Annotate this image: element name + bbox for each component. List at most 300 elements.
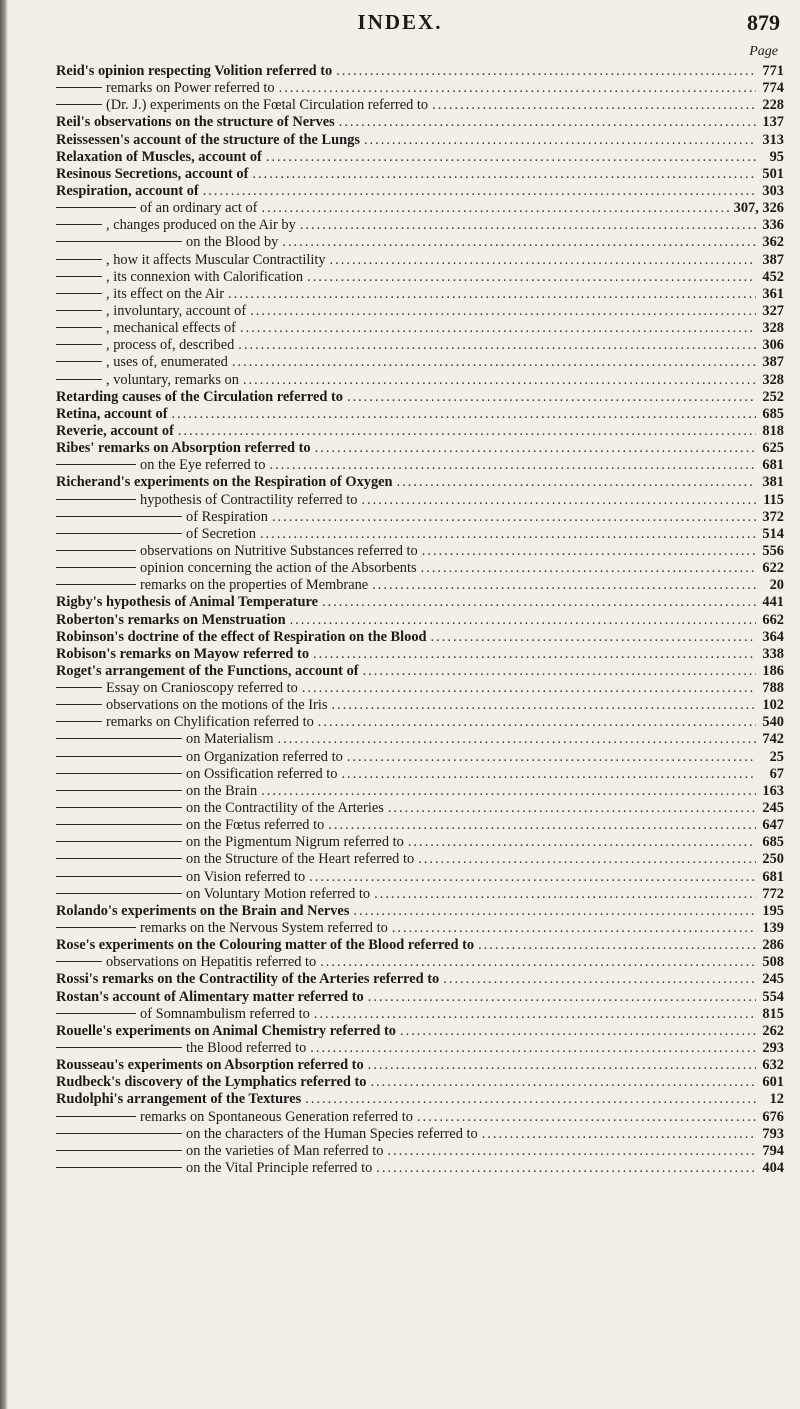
ditto-dash — [56, 1116, 136, 1117]
index-entry — [56, 834, 784, 851]
dot-leader — [309, 869, 756, 886]
ditto-dash — [56, 327, 102, 328]
entry-page-number: 262 — [762, 1022, 784, 1039]
index-entry — [56, 971, 784, 988]
dot-leader — [328, 817, 756, 834]
dot-leader — [370, 1074, 756, 1091]
entry-page-number: 303 — [762, 182, 784, 199]
index-entries — [56, 63, 784, 1177]
entry-page-number: 501 — [762, 165, 784, 182]
entry-page-number: 306 — [762, 337, 784, 354]
entry-page-number: 793 — [762, 1125, 784, 1142]
dot-leader — [315, 440, 756, 457]
entry-page-number: 250 — [762, 851, 784, 868]
dot-leader — [388, 800, 756, 817]
dot-leader — [278, 731, 756, 748]
dot-leader — [203, 183, 756, 200]
dot-leader — [261, 783, 756, 800]
dot-leader — [282, 234, 756, 251]
entry-page-number: 67 — [769, 765, 784, 782]
entry-page-number: 245 — [762, 971, 784, 988]
entry-page-number: 772 — [762, 885, 784, 902]
ditto-dash — [56, 1013, 136, 1014]
entry-text: on Voluntary Motion referred to — [186, 885, 371, 902]
entry-text: , mechanical effects of — [106, 320, 236, 337]
entry-text: on Ossification referred to — [186, 765, 338, 782]
entry-text: on the Pigmentum Nigrum referred to — [186, 834, 404, 851]
entry-text: Rouelle's experiments on Animal Chemistry referred to — [56, 1022, 396, 1039]
ditto-dash — [56, 687, 102, 688]
entry-page-number: 12 — [769, 1091, 784, 1108]
index-entry — [56, 1160, 784, 1177]
entry-text: Retarding causes of the Circulation referred to — [56, 388, 343, 405]
entry-page-number: 540 — [762, 714, 784, 731]
index-entry — [56, 114, 784, 131]
page-column-label: Page — [749, 44, 778, 59]
entry-text: , involuntary, account of — [106, 302, 247, 319]
index-entry — [56, 149, 784, 166]
index-entry — [56, 1091, 784, 1108]
ditto-dash — [56, 87, 102, 88]
entry-text: on the Brain — [186, 782, 258, 799]
dot-leader — [432, 97, 756, 114]
entry-text: Roget's arrangement of the Functions, account of — [56, 662, 359, 679]
entry-text: Essay on Cranioscopy referred to — [106, 680, 298, 697]
entry-text: Reid's opinion respecting Volition referred to — [56, 63, 333, 79]
dot-leader — [252, 166, 756, 183]
dot-leader — [347, 749, 756, 766]
entry-text: Retina, account of — [56, 405, 168, 422]
dot-leader — [364, 132, 756, 149]
ditto-dash — [56, 464, 136, 465]
ditto-dash — [56, 704, 102, 705]
entry-text: , how it affects Muscular Contractility — [106, 251, 326, 268]
dot-leader — [313, 646, 756, 663]
entry-page-number: 25 — [769, 748, 784, 765]
entry-page-number: 364 — [762, 628, 784, 645]
index-entry — [56, 337, 784, 354]
ditto-dash — [56, 207, 136, 208]
index-entry — [56, 800, 784, 817]
index-entry — [56, 766, 784, 783]
entry-page-number: 336 — [762, 217, 784, 234]
entry-text: , uses of, enumerated — [106, 354, 228, 371]
entry-text: Rigby's hypothesis of Animal Temperature — [56, 594, 318, 611]
dot-leader — [368, 1057, 756, 1074]
dot-leader — [320, 954, 756, 971]
entry-page-number: 328 — [762, 320, 784, 337]
entry-text: remarks on the properties of Membrane — [140, 577, 369, 594]
entry-page-number: 771 — [762, 63, 784, 79]
entry-page-number: 228 — [762, 97, 784, 114]
dot-leader — [431, 629, 756, 646]
ditto-dash — [56, 1150, 182, 1151]
index-entry — [56, 1023, 784, 1040]
index-entry — [56, 286, 784, 303]
entry-page-number: 387 — [762, 251, 784, 268]
entry-page-number: 137 — [762, 114, 784, 131]
entry-text: on the Eye referred to — [140, 457, 266, 474]
page-number: 879 — [747, 10, 780, 35]
entry-text: , changes produced on the Air by — [106, 217, 296, 234]
index-entry — [56, 629, 784, 646]
ditto-dash — [56, 773, 182, 774]
index-entry — [56, 80, 784, 97]
entry-text: on Organization referred to — [186, 748, 343, 765]
index-entry — [56, 440, 784, 457]
entry-page-number: 681 — [762, 868, 784, 885]
entry-page-number: 625 — [762, 440, 784, 457]
dot-leader — [353, 903, 756, 920]
dot-leader — [330, 252, 756, 269]
dot-leader — [314, 1006, 756, 1023]
running-title: INDEX. — [357, 10, 443, 34]
entry-page-number: 452 — [762, 268, 784, 285]
dot-leader — [482, 1126, 756, 1143]
entry-text: Robison's remarks on Mayow referred to — [56, 645, 310, 662]
dot-leader — [269, 457, 756, 474]
entry-text: Rousseau's experiments on Absorption referred to — [56, 1057, 364, 1074]
entry-text: on the Contractility of the Arteries — [186, 800, 384, 817]
index-entry — [56, 354, 784, 371]
entry-page-number: 788 — [762, 680, 784, 697]
index-entry — [56, 749, 784, 766]
ditto-dash — [56, 1133, 182, 1134]
ditto-dash — [56, 259, 102, 260]
index-entry — [56, 783, 784, 800]
index-entry — [56, 817, 784, 834]
index-entry — [56, 920, 784, 937]
entry-text: observations on the motions of the Iris — [106, 697, 328, 714]
entry-page-number: 362 — [762, 234, 784, 251]
entry-page-number: 508 — [762, 954, 784, 971]
entry-page-number: 286 — [762, 937, 784, 954]
entry-text: remarks on Spontaneous Generation referred to — [140, 1108, 413, 1125]
entry-text: Rostan's account of Alimentary matter referred to — [56, 988, 364, 1005]
dot-leader — [300, 217, 756, 234]
entry-text: remarks on the Nervous System referred to — [140, 920, 388, 937]
entry-page-number: 514 — [762, 525, 784, 542]
index-entry — [56, 663, 784, 680]
ditto-dash — [56, 499, 136, 500]
entry-page-number: 815 — [762, 1005, 784, 1022]
dot-leader — [232, 354, 756, 371]
index-entry — [56, 234, 784, 251]
index-entry — [56, 594, 784, 611]
entry-text: Rose's experiments on the Colouring matter of the Blood referred to — [56, 937, 475, 954]
entry-page-number: 195 — [762, 902, 784, 919]
ditto-dash — [56, 841, 182, 842]
entry-text: , process of, described — [106, 337, 235, 354]
ditto-dash — [56, 344, 102, 345]
dot-leader — [310, 1040, 756, 1057]
ditto-dash — [56, 738, 182, 739]
entry-text: observations on Nutritive Substances referred to — [140, 542, 418, 559]
index-entry — [56, 166, 784, 183]
entry-text: Reverie, account of — [56, 422, 174, 439]
entry-page-number: 102 — [762, 697, 784, 714]
dot-leader — [178, 423, 756, 440]
ditto-dash — [56, 241, 182, 242]
ditto-dash — [56, 721, 102, 722]
dot-leader — [307, 269, 756, 286]
entry-page-number: 742 — [762, 731, 784, 748]
entry-page-number: 685 — [762, 834, 784, 851]
dot-leader — [238, 337, 756, 354]
entry-page-number: 676 — [762, 1108, 784, 1125]
ditto-dash — [56, 379, 102, 380]
dot-leader — [322, 594, 756, 611]
page-binding-edge — [0, 0, 8, 1409]
entry-text: opinion concerning the action of the Absorbents — [140, 560, 417, 577]
entry-page-number: 186 — [762, 662, 784, 679]
entry-page-number: 681 — [762, 457, 784, 474]
entry-page-number: 313 — [762, 131, 784, 148]
ditto-dash — [56, 1047, 182, 1048]
dot-leader — [363, 663, 756, 680]
entry-text: on Vision referred to — [186, 868, 306, 885]
entry-text: on the characters of the Human Species referred to — [186, 1125, 478, 1142]
dot-leader — [368, 989, 756, 1006]
index-entry — [56, 989, 784, 1006]
entry-page-number: 245 — [762, 800, 784, 817]
ditto-dash — [56, 790, 182, 791]
entry-page-number: 685 — [762, 405, 784, 422]
ditto-dash — [56, 567, 136, 568]
index-entry — [56, 63, 784, 80]
index-entry — [56, 560, 784, 577]
entry-text: (Dr. J.) experiments on the Fœtal Circulation referred to — [106, 97, 429, 114]
entry-page-number: 361 — [762, 285, 784, 302]
dot-leader — [290, 612, 756, 629]
dot-leader — [336, 63, 756, 80]
ditto-dash — [56, 550, 136, 551]
dot-leader — [392, 920, 756, 937]
ditto-dash — [56, 533, 182, 534]
entry-page-number: 441 — [762, 594, 784, 611]
ditto-dash — [56, 756, 182, 757]
index-entry — [56, 406, 784, 423]
ditto-dash — [56, 824, 182, 825]
index-entry — [56, 543, 784, 560]
ditto-dash — [56, 807, 182, 808]
entry-text: remarks on Power referred to — [106, 80, 275, 97]
dot-leader — [240, 320, 756, 337]
dot-leader — [387, 1143, 756, 1160]
dot-leader — [272, 509, 756, 526]
entry-page-number: 387 — [762, 354, 784, 371]
dot-leader — [341, 766, 756, 783]
ditto-dash — [56, 876, 182, 877]
index-entry — [56, 423, 784, 440]
entry-text: Robinson's doctrine of the effect of Respiration on the Blood — [56, 628, 427, 645]
entry-text: Resinous Secretions, account of — [56, 165, 249, 182]
entry-page-number: 163 — [762, 782, 784, 799]
dot-leader — [421, 560, 756, 577]
index-entry — [56, 132, 784, 149]
entry-text: on the Structure of the Heart referred to — [186, 851, 415, 868]
ditto-dash — [56, 927, 136, 928]
entry-page-number: 632 — [762, 1057, 784, 1074]
dot-leader — [172, 406, 756, 423]
entry-text: on Materialism — [186, 731, 274, 748]
entry-page-number: 139 — [762, 920, 784, 937]
entry-page-number: 381 — [762, 474, 784, 491]
entry-page-number: 327 — [762, 302, 784, 319]
index-entry — [56, 1040, 784, 1057]
dot-leader — [266, 149, 756, 166]
index-entry — [56, 1074, 784, 1091]
entry-text: on the Blood by — [186, 234, 279, 251]
entry-page-number: 20 — [769, 577, 784, 594]
entry-text: remarks on Chylification referred to — [106, 714, 314, 731]
entry-text: Relaxation of Muscles, account of — [56, 148, 262, 165]
dot-leader — [417, 1109, 756, 1126]
index-entry — [56, 372, 784, 389]
dot-leader — [228, 286, 756, 303]
entry-page-number: 95 — [769, 148, 784, 165]
ditto-dash — [56, 858, 182, 859]
index-entry — [56, 200, 784, 217]
entry-text: of Respiration — [186, 508, 268, 525]
dot-leader — [260, 526, 756, 543]
entry-text: on the varieties of Man referred to — [186, 1142, 384, 1159]
entry-page-number: 794 — [762, 1142, 784, 1159]
entry-page-number: 647 — [762, 817, 784, 834]
dot-leader — [478, 937, 756, 954]
index-entry — [56, 252, 784, 269]
index-entry — [56, 1126, 784, 1143]
entry-text: , its connexion with Calorification — [106, 268, 304, 285]
entry-text: , voluntary, remarks on — [106, 371, 239, 388]
dot-leader — [361, 492, 756, 509]
entry-page-number: 662 — [762, 611, 784, 628]
entry-page-number: 404 — [762, 1160, 784, 1176]
entry-text: Rolando's experiments on the Brain and Nerves — [56, 902, 350, 919]
index-entry — [56, 183, 784, 200]
dot-leader — [305, 1091, 756, 1108]
index-entry — [56, 697, 784, 714]
ditto-dash — [56, 361, 102, 362]
entry-page-number: 556 — [762, 542, 784, 559]
ditto-dash — [56, 293, 102, 294]
entry-text: on the Fœtus referred to — [186, 817, 325, 834]
ditto-dash — [56, 276, 102, 277]
entry-page-number: 774 — [762, 80, 784, 97]
dot-leader — [374, 886, 756, 903]
index-entry — [56, 1143, 784, 1160]
dot-leader — [422, 543, 756, 560]
dot-leader — [318, 714, 756, 731]
entry-page-number: 554 — [762, 988, 784, 1005]
index-entry — [56, 457, 784, 474]
entry-text: observations on Hepatitis referred to — [106, 954, 317, 971]
index-entry — [56, 217, 784, 234]
index-entry — [56, 1109, 784, 1126]
dot-leader — [397, 474, 756, 491]
entry-page-number: 252 — [762, 388, 784, 405]
entry-text: Rossi's remarks on the Contractility of the Arteries referred to — [56, 971, 440, 988]
entry-text: of Somnambulism referred to — [140, 1005, 310, 1022]
index-entry — [56, 509, 784, 526]
index-entry — [56, 954, 784, 971]
index-entry — [56, 886, 784, 903]
ditto-dash — [56, 516, 182, 517]
index-entry — [56, 474, 784, 491]
entry-text: the Blood referred to — [186, 1040, 307, 1057]
entry-text: hypothesis of Contractility referred to — [140, 491, 358, 508]
ditto-dash — [56, 893, 182, 894]
entry-text: on the Vital Principle referred to — [186, 1160, 373, 1176]
index-entry — [56, 269, 784, 286]
entry-text: Richerand's experiments on the Respiration of Oxygen — [56, 474, 393, 491]
index-entry — [56, 646, 784, 663]
ditto-dash — [56, 584, 136, 585]
ditto-dash — [56, 1167, 182, 1168]
index-entry — [56, 320, 784, 337]
dot-leader — [243, 372, 756, 389]
dot-leader — [347, 389, 756, 406]
index-entry — [56, 303, 784, 320]
entry-text: Ribes' remarks on Absorption referred to — [56, 440, 311, 457]
dot-leader — [279, 80, 756, 97]
index-entry — [56, 526, 784, 543]
ditto-dash — [56, 310, 102, 311]
entry-page-number: 601 — [762, 1074, 784, 1091]
dot-leader — [408, 834, 756, 851]
entry-text: of Secretion — [186, 525, 256, 542]
ditto-dash — [56, 224, 102, 225]
index-entry — [56, 389, 784, 406]
dot-leader — [400, 1023, 756, 1040]
entry-text: Reissessen's account of the structure of the Lungs — [56, 131, 360, 148]
dot-leader — [372, 577, 756, 594]
entry-page-number: 328 — [762, 371, 784, 388]
entry-text: Roberton's remarks on Menstruation — [56, 611, 286, 628]
index-entry — [56, 1006, 784, 1023]
ditto-dash — [56, 961, 102, 962]
index-entry — [56, 714, 784, 731]
index-entry — [56, 731, 784, 748]
index-entry — [56, 869, 784, 886]
index-entry — [56, 903, 784, 920]
entry-text: Respiration, account of — [56, 182, 199, 199]
index-entry — [56, 492, 784, 509]
dot-leader — [250, 303, 756, 320]
index-entry — [56, 577, 784, 594]
dot-leader — [443, 971, 756, 988]
entry-page-number: 818 — [762, 422, 784, 439]
entry-text: Rudolphi's arrangement of the Textures — [56, 1091, 302, 1108]
dot-leader — [376, 1160, 756, 1177]
index-entry — [56, 97, 784, 114]
dot-leader — [302, 680, 756, 697]
entry-text: of an ordinary act of — [140, 200, 258, 217]
entry-page-number: 622 — [762, 560, 784, 577]
index-entry — [56, 851, 784, 868]
dot-leader — [339, 114, 756, 131]
dot-leader — [418, 851, 756, 868]
ditto-dash — [56, 104, 102, 105]
entry-page-number: 372 — [762, 508, 784, 525]
dot-leader — [331, 697, 756, 714]
page-header — [0, 10, 800, 36]
entry-text: Reil's observations on the structure of Nerves — [56, 114, 335, 131]
entry-text: , its effect on the Air — [106, 285, 225, 302]
index-entry — [56, 612, 784, 629]
index-entry — [56, 680, 784, 697]
entry-page-number: 307, 326 — [733, 200, 784, 217]
